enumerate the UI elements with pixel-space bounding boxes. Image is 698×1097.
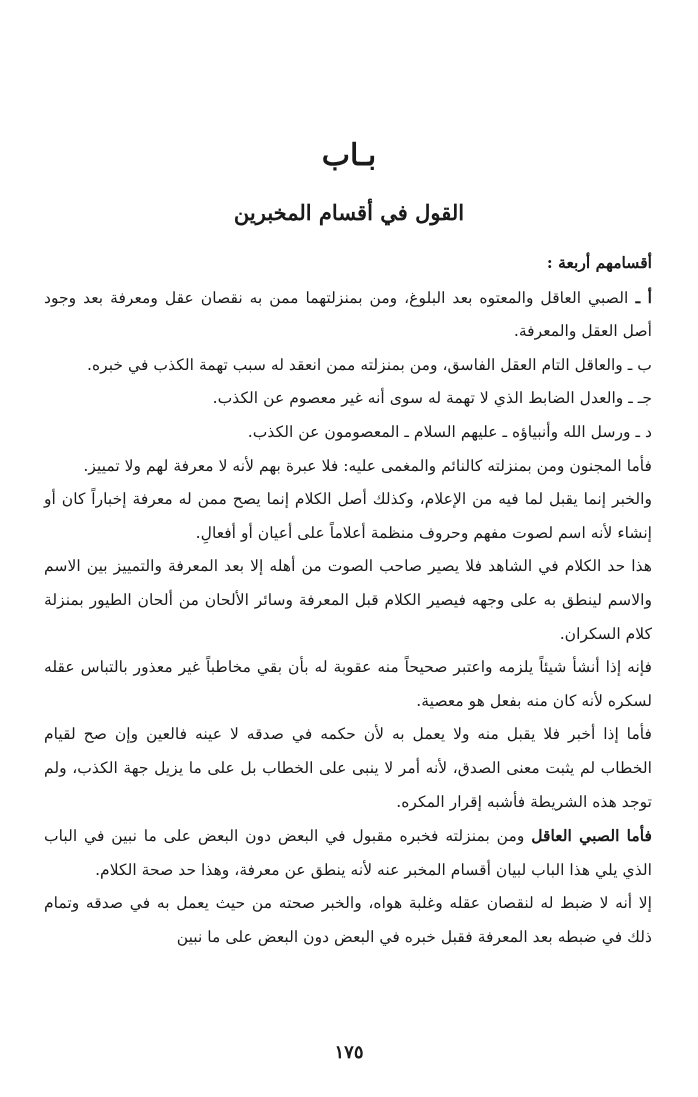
paragraph-item-b <box>44 349 652 383</box>
paragraph-text: الصبي العاقل والمعتوه بعد البلوغ، ومن بمنزلتهما ممن به نقصان عقل ومعرفة بعد وجود أصل العقل والمعرفة. <box>44 288 652 341</box>
paragraph-text: فأما إذا أخبر فلا يقبل منه ولا يعمل به لأن حكمه في صدقه لا عينه فالعين وإن صح لقيام الخطاب لم يثبت معنى الصدق، لأنه أمر لا ينبى على الخطاب بل على ما يزيل جهة الكذب، ولم توجد هذه الشريطة فأشبه إقرار المكره. <box>44 725 652 811</box>
paragraph <box>44 651 652 718</box>
paragraph <box>44 483 652 550</box>
paragraph <box>44 718 652 819</box>
paragraph-lead: فأما الصبي العاقل <box>531 826 652 846</box>
paragraph-intro <box>44 246 652 281</box>
page-number: ١٧٥ <box>334 1042 364 1063</box>
body-text <box>44 246 652 954</box>
paragraph-item-a <box>44 281 652 349</box>
paragraph-text: فأما المجنون ومن بمنزلته كالنائم والمغمى عليه: فلا عبرة بهم لأنه لا معرفة لهم ولا تمييز. <box>83 456 652 475</box>
paragraph-lead: أ ـ <box>628 287 652 307</box>
chapter-heading: بـاب <box>321 138 377 173</box>
paragraph-text: والخبر إنما يقبل لما فيه من الإعلام، وكذلك أصل الكلام إنما يصح ممن له معرفة إخباراً كان أو إنشاء لأنه اسم لصوت مفهم وحروف منظمة أعلاماً على أعيان أو أفعالِ. <box>44 490 652 542</box>
paragraph <box>44 819 652 887</box>
paragraph-text: هذا حد الكلام في الشاهد فلا يصير صاحب الصوت من أهله إلا بعد المعرفة والتمييز بين الاسم والاسم لينطق به على وجهه فيصير الكلام قبل المعرفة وسائر الألحان من ألحان الطيور بمنزلة كلام السكران. <box>44 557 652 643</box>
paragraph-text: د ـ ورسل الله وأنبياؤه ـ عليهم السلام ـ المعصومون عن الكذب. <box>247 422 652 441</box>
paragraph-text: أقسامهم أربعة : <box>546 253 652 272</box>
paragraph-text: إلا أنه لا ضبط له لنقصان عقله وغلبة هواه، والخبر صحته من حيث يعمل به في صدقه وتمام ذلك في ضبطه بعد المعرفة فقبل خبره في البعض دون البعض على ما نبين <box>44 894 652 946</box>
paragraph <box>44 450 652 484</box>
paragraph-text: ب ـ والعاقل التام العقل الفاسق، ومن بمنزلته ممن انعقد له سبب تهمة الكذب في خبره. <box>86 355 652 374</box>
paragraph-text: جـ ـ والعدل الضابط الذي لا تهمة له سوى أنه غير معصوم عن الكذب. <box>212 389 652 408</box>
paragraph <box>44 550 652 651</box>
paragraph-item-d <box>44 416 652 450</box>
paragraph-text: ومن بمنزلته فخبره مقبول في البعض دون البعض على ما نبين في الباب الذي يلي هذا الباب لبيان أقسام المخبر عنه لأنه ينطق عن معرفة، وهذا حد صحة الكلام. <box>44 827 652 879</box>
paragraph-text: فإنه إذا أنشأ شيئاً يلزمه واعتبر صحيحاً منه عقوبة له بأن بقي مخاطباً غير معذور بالتباس عقله لسكره لأنه كان منه بفعل هو معصية. <box>44 658 652 710</box>
section-title: القول في أقسام المخبرين <box>233 200 465 225</box>
paragraph <box>44 887 652 954</box>
paragraph-item-c <box>44 382 652 416</box>
